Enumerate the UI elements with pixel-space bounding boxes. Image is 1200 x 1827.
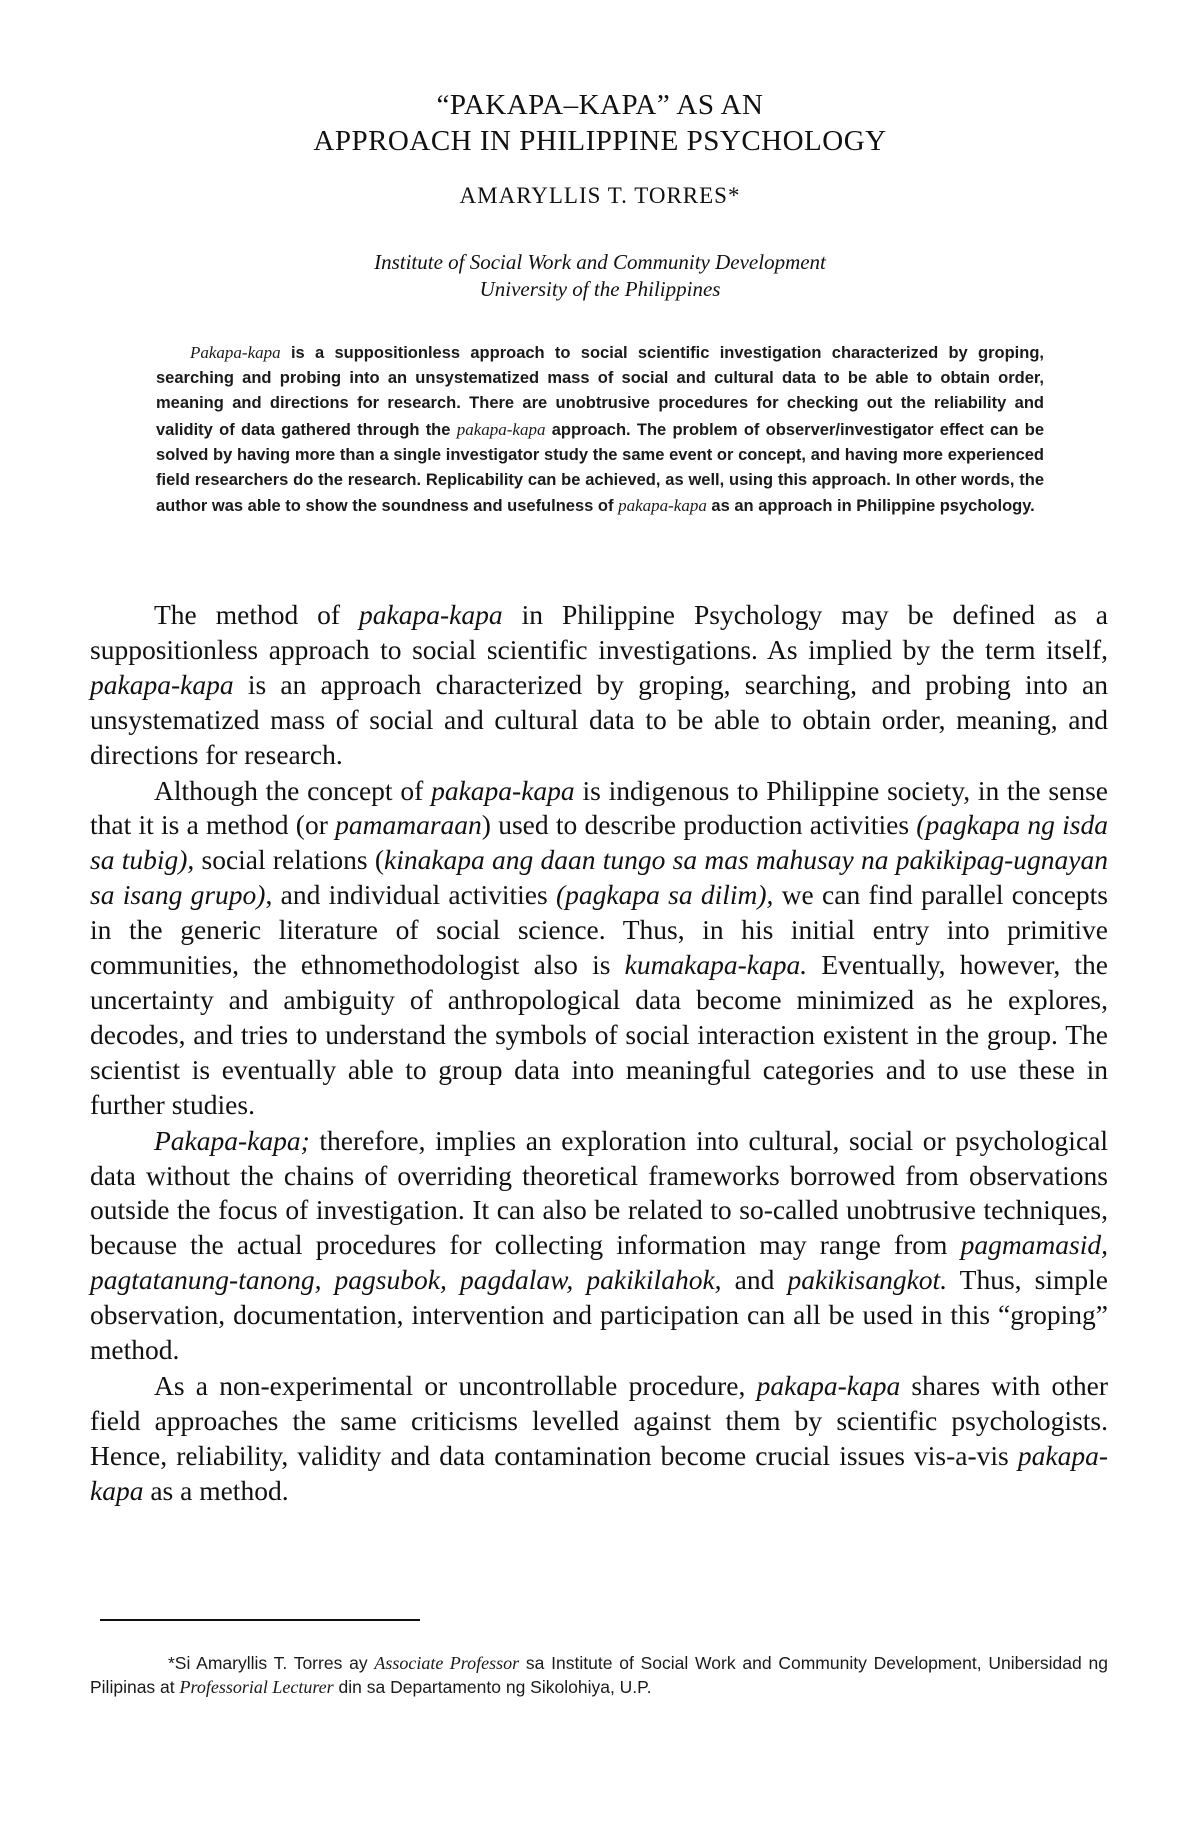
affiliation-university: University of the Philippines	[479, 277, 721, 301]
body-paragraph-4: As a non-experimental or uncontrollable procedure, pakapa-kapa shares with other field approaches the same criticisms levelled against them by scientific psychologists. Hence, reliability, validity and data contamination become crucial issues vis-a-vis pakapa-kapa as a method.	[90, 1369, 1108, 1506]
article-title-line-2: APPROACH IN PHILIPPINE PSYCHOLOGY	[313, 125, 887, 157]
author-name: AMARYLLIS T. TORRES*	[459, 183, 741, 208]
affiliation-institute: Institute of Social Work and Community Development	[374, 250, 826, 274]
abstract-term: Pakapa-kapa	[190, 343, 281, 362]
abstract-text: approach. The problem of observer/investigator effect can be solved by having more than a single investigator study the same event or concept, and having more experienced field researchers do the research. Replicability can be achieved, as well, using this approach. In other words, the author was able to show the soundness and usefulness of	[156, 420, 1044, 516]
abstract	[156, 340, 1044, 519]
body-paragraph-2: Although the concept of pakapa-kapa is indigenous to Philippine society, in the sense that it is a method (or pamamaraan) used to describe production activities (pagkapa ng isda sa tubig), social relations (kinakapa ang daan tungo sa mas mahusay na pakikipag-ugnayan sa isang grupo), and individual activities (pagkapa sa dilim), we can find parallel concepts in the generic literature of social science. Thus, in his initial entry into primitive communities, the ethnomethodologist also is kumakapa-kapa. Eventually, however, the uncertainty and ambiguity of anthropological data become minimized as he explores, decodes, and tries to understand the symbols of social interaction existent in the group. The scientist is eventually able to group data into meaningful categories and to use these in further studies.	[90, 774, 1109, 1120]
footnote: *Si Amaryllis T. Torres ay Associate Professor sa Institute of Social Work and Community Development, Unibersidad ng Pilipinas at Professorial Lecturer din sa Departamento ng Sikolohiya, U.P.	[90, 1653, 1108, 1697]
abstract-text: is a suppositionless approach to social scientific investigation characterized by groping, searching and probing into an unsystematized mass of social and cultural data to be able to obtain order, meaning and directions for research. There are unobtrusive procedures for checking out the reliability and validity of data gathered through the	[156, 344, 1044, 439]
abstract-term: pakapa-kapa	[618, 496, 707, 516]
body-paragraph-3: Pakapa-kapa; therefore, implies an exploration into cultural, social or psychological data without the chains of overriding theoretical frameworks borrowed from observations outside the focus of investigation. It can also be related to so-called unobtrusive techniques, because the actual procedures for collecting information may range from pagmamasid, pagtatanung-tanong, pagsubok, pagdalaw, pakikilahok, and pakikisangkot. Thus, simple observation, documentation, intervention and participation can all be used in this “groping” method.	[90, 1124, 1108, 1366]
article-title-line-1: “PAKAPA–KAPA” AS AN	[436, 89, 764, 121]
body-paragraph-1: The method of pakapa-kapa in Philippine Psychology may be defined as a suppositionless approach to social scientific investigations. As implied by the term itself, pakapa-kapa is an approach characterized by groping, searching, and probing into an unsystematized mass of social and cultural data to be able to obtain order, meaning, and directions for research.	[90, 599, 1108, 770]
abstract-text: as an approach in Philippine psychology.	[706, 497, 1035, 516]
abstract-term: pakapa-kapa	[456, 419, 546, 439]
article-body	[90, 598, 1108, 1509]
footnote-divider	[100, 1619, 420, 1621]
